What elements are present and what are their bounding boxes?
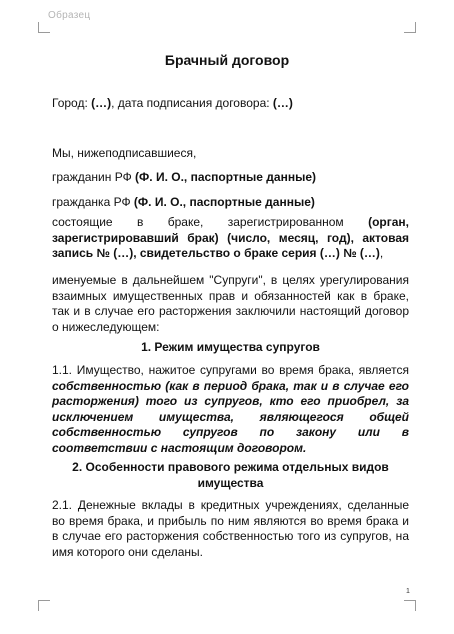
watermark: Образец [48, 10, 91, 21]
city-date-line: Город: (…), дата подписания договора: (…) [52, 96, 293, 110]
intro-line: Мы, нижеподписавшиеся, [52, 146, 197, 160]
page-number: 1 [406, 588, 410, 595]
crop-mark-top-left [38, 22, 50, 33]
crop-mark-bottom-left [38, 600, 50, 611]
crop-mark-bottom-right [404, 600, 416, 611]
document-title: Брачный договор [164, 52, 290, 68]
marriage-paragraph: состоящие в браке, зарегистрированном (орган, зарегистрировавший брак) (число, месяц, год), актовая запись № (…), свидетельство о браке серия (…) № (…), [52, 215, 409, 261]
party-husband: гражданин РФ (Ф. И. О., паспортные данные) [52, 170, 317, 184]
crop-mark-top-right [404, 22, 416, 33]
section1-heading: 1. Режим имущества супругов [141, 340, 320, 354]
clause-2-1: 2.1. Денежные вклады в кредитных учреждениях, сделанные во время брака, и прибыль по ним являются во время брака и в случае его расторжения собственностью того из супругов, на имя которого они сделаны. [52, 498, 409, 559]
clause-1-1: 1.1. Имущество, нажитое супругами во время брака, является собственностью (как в период брака, так и в случае его расторжения) того из супругов, кто его приобрел, за исключением имущества, являющегося общей собственностью супругов по закону или в соответствии с настоящим договором. [52, 363, 409, 455]
section2-heading: 2. Особенности правового режима отдельных видов имущества [72, 460, 389, 490]
party-wife: гражданка РФ (Ф. И. О., паспортные данные) [52, 195, 315, 209]
purpose-paragraph: именуемые в дальнейшем "Супруги", в целях урегулирования взаимных имущественных прав и обязанностей как в браке, так и в случае его расторжения заключили настоящий договор о нижеследующем: [52, 273, 409, 334]
